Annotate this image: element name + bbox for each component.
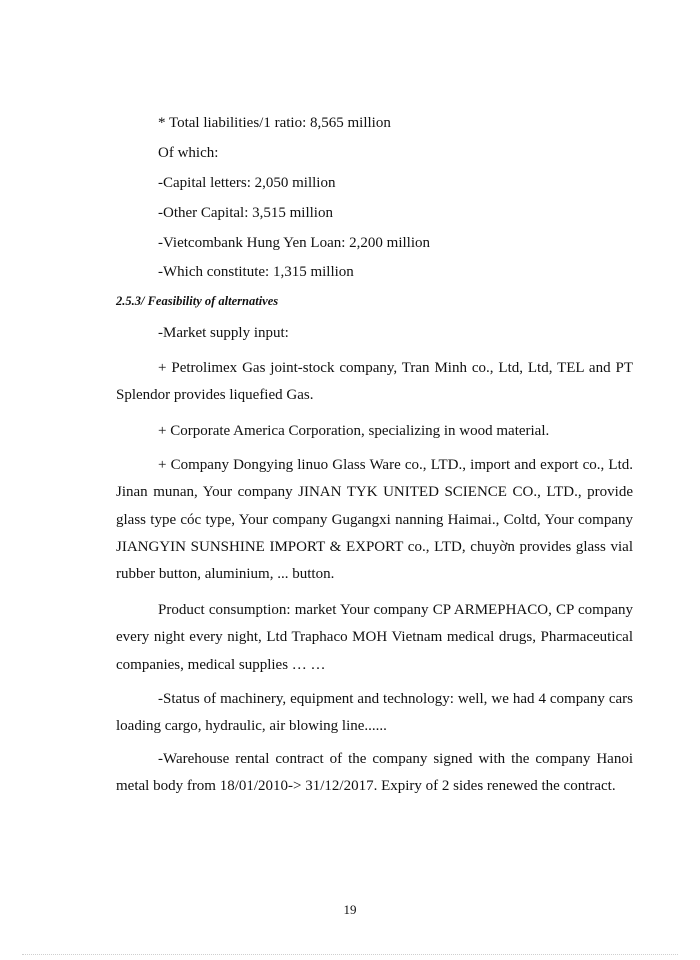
market-supply-line: -Market supply input: xyxy=(158,325,289,341)
dongying-paragraph: + Company Dongying linuo Glass Ware co., LTD., import and export co., Ltd. Jinan munan, Your company JINAN TYK UNITED SCIENCE CO., LTD., provide glass type cóc type, Your company Gugangxi nanning Haimai., Coltd, Your company JIANGYIN SUNSHINE IMPORT & EXPORT co., LTD, chuyờn provides glass vial rubber button, aluminium, ... button. xyxy=(116,457,633,583)
warehouse-contract-paragraph: -Warehouse rental contract of the company signed with the company Hanoi metal body from 18/01/2010-> 31/12/2017. Expiry of 2 sides renewed the contract. xyxy=(116,751,633,795)
page-bottom-divider xyxy=(22,954,678,955)
other-capital-line: -Other Capital: 3,515 million xyxy=(158,205,333,221)
page-number: 19 xyxy=(343,902,357,917)
corporate-america-paragraph: + Corporate America Corporation, specializing in wood material. xyxy=(158,423,550,439)
total-liabilities-line: * Total liabilities/1 ratio: 8,565 million xyxy=(158,115,391,131)
product-consumption-paragraph: Product consumption: market Your company CP ARMEPHACO, CP company every night every night, Ltd Traphaco MOH Vietnam medical drugs, Pharmaceutical companies, medical supplies … … xyxy=(116,602,633,673)
vietcombank-loan-line: -Vietcombank Hung Yen Loan: 2,200 million xyxy=(158,235,430,251)
petrolimex-paragraph: + Petrolimex Gas joint-stock company, Tran Minh co., Ltd, Ltd, TEL and PT Splendor provides liquefied Gas. xyxy=(116,360,633,404)
of-which-line: Of which: xyxy=(158,145,219,161)
capital-letters-line: -Capital letters: 2,050 million xyxy=(158,175,336,191)
section-heading: 2.5.3/ Feasibility of alternatives xyxy=(116,294,279,308)
machinery-status-paragraph: -Status of machinery, equipment and technology: well, we had 4 company cars loading cargo, hydraulic, air blowing line...... xyxy=(116,691,633,735)
which-constitute-line: -Which constitute: 1,315 million xyxy=(158,264,354,280)
